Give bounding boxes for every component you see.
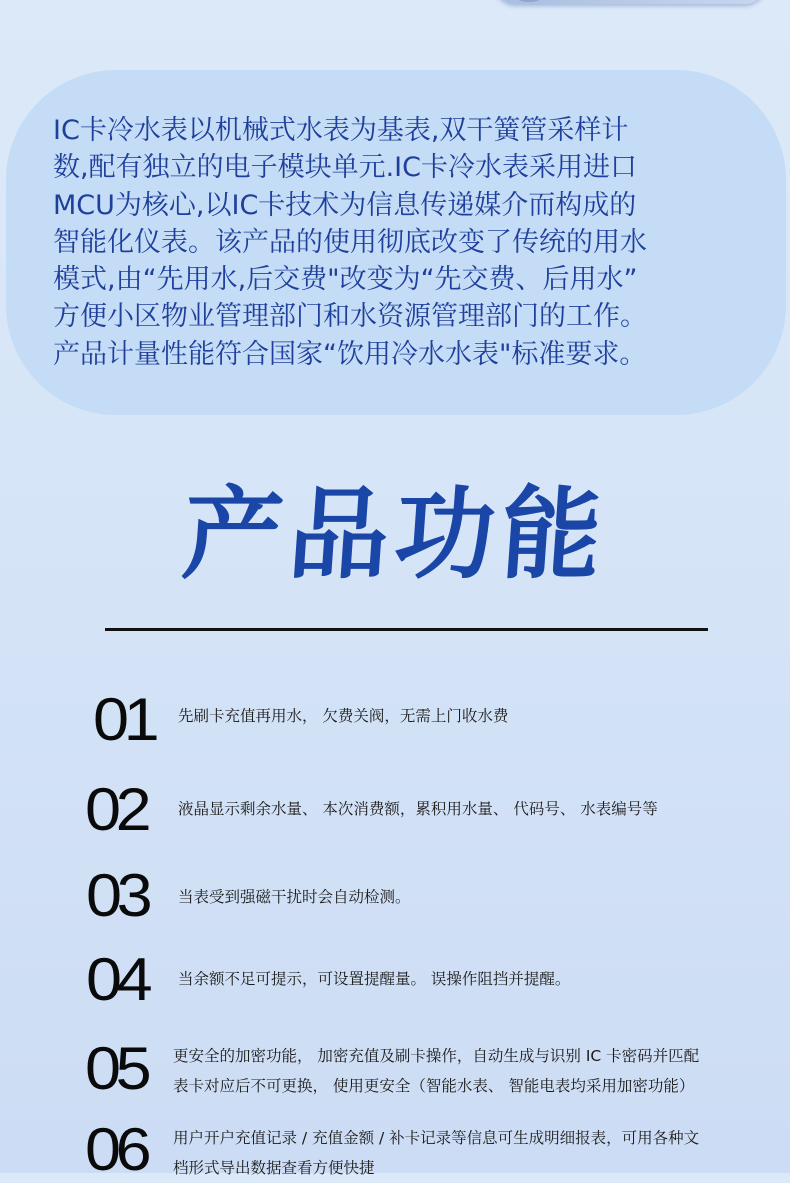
feature-number: 02: [85, 776, 147, 843]
feature-number: 01: [93, 686, 155, 753]
feature-description-line: 档形式导出数据查看方便快捷: [173, 1159, 375, 1177]
title-divider: [105, 628, 708, 631]
feature-number: 04: [86, 946, 148, 1013]
feature-description-line: 表卡对应后不可更换， 使用更安全（智能水表、 智能电表均采用加密功能）: [173, 1077, 695, 1095]
feature-description: [173, 1041, 699, 1101]
top-decoration: [495, 0, 765, 4]
feature-number: 03: [86, 862, 148, 929]
feature-description: 当表受到强磁干扰时会自动检测。: [178, 888, 411, 906]
intro-line: 产品计量性能符合国家“饮用冷水水表"标准要求。: [53, 338, 647, 370]
feature-description: [173, 1123, 699, 1183]
intro-text: [53, 112, 753, 373]
intro-line: IC卡冷水表以机械式水表为基表,双干簧管采样计: [53, 115, 629, 146]
feature-number: 05: [85, 1035, 147, 1102]
feature-description-line: 用户开户充值记录 / 充值金额 / 补卡记录等信息可生成明细报表，可用各种文: [173, 1129, 700, 1147]
feature-description-line: 更安全的加密功能， 加密充值及刷卡操作，自动生成与识别 IC 卡密码并匹配: [173, 1047, 700, 1065]
feature-description: 液晶显示剩余水量、 本次消费额，累积用水量、 代码号、 水表编号等: [178, 800, 658, 818]
section-title: 产品功能: [178, 476, 612, 593]
intro-line: 数,配有独立的电子模块单元.IC卡冷水表采用进口: [53, 152, 637, 184]
intro-line: 模式,由“先用水,后交费"改变为“先交费、后用水”: [53, 264, 638, 296]
intro-line: MCU为核心,以IC卡技术为信息传递媒介而构成的: [53, 189, 637, 221]
top-decoration-knob: [509, 0, 549, 2]
feature-description: 当余额不足可提示，可设置提醒量。 误操作阻挡并提醒。: [178, 970, 571, 988]
feature-number: 06: [85, 1116, 147, 1183]
intro-line: 智能化仪表。该产品的使用彻底改变了传统的用水: [53, 226, 647, 258]
feature-description: 先刷卡充值再用水， 欠费关阀，无需上门收水费: [178, 707, 509, 725]
intro-line: 方便小区物业管理部门和水资源管理部门的工作。: [53, 301, 647, 333]
